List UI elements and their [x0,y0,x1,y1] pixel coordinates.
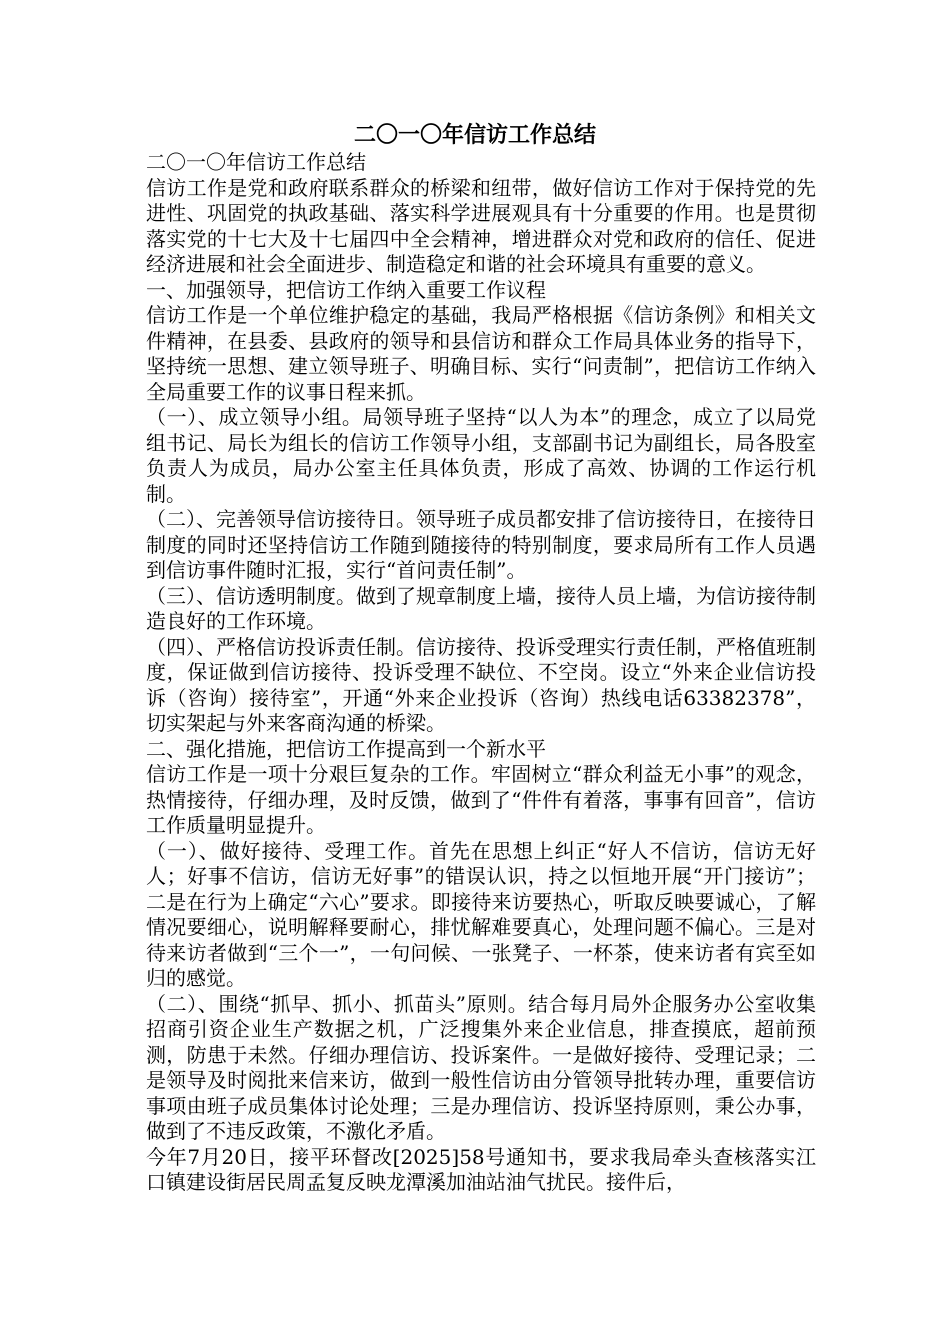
subtitle-line: 二〇一〇年信访工作总结 [146,150,366,174]
section-2-item-1: （一）、做好接待、受理工作。首先在思想上纠正“好人不信访，信访无好人；好事不信访，信访无好事”的错误认识，持之以恒地开展“开门接访”；二是在行为上确定“六心”要求。即接待来访要热心，听取反映要诚心，了解情况要细心，说明解释要耐心，排忧解难要真心，处理问题不偏心。三是对待来访者做到“三个一”，一句问候、一张凳子、一杯茶，使来访者有宾至如归的感觉。 [146,838,816,990]
section-heading-2: 二、强化措施，把信访工作提高到一个新水平 [146,736,546,761]
section-2-paragraph: 信访工作是一项十分艰巨复杂的工作。牢固树立“群众利益无小事”的观念，热情接待，仔细办理，及时反馈，做到了“件件有着落，事事有回音”，信访工作质量明显提升。 [146,762,816,837]
section-1-item-1: （一）、成立领导小组。局领导班子坚持“以人为本”的理念，成立了以局党组书记、局长为组长的信访工作领导小组，支部副书记为副组长，局各股室负责人为成员，局办公室主任具体负责，形成了高效、协调的工作运行机制。 [146,405,816,506]
intro-paragraph: 信访工作是党和政府联系群众的桥梁和纽带，做好信访工作对于保持党的先进性、巩固党的执政基础、落实科学进展观具有十分重要的作用。也是贯彻落实党的十七大及十七届四中全会精神，增进群众对党和政府的信任、促进经济进展和社会全面进步、制造稳定和谐的社会环境具有重要的意义。 [146,175,816,276]
case-paragraph: 今年7月20日，接平环督改[2025]58号通知书，要求我局牵头查核落实江口镇建设街居民周孟复反映龙潭溪加油站油气扰民。接件后， [146,1144,816,1194]
section-1-item-2: （二）、完善领导信访接待日。领导班子成员都安排了信访接待日，在接待日制度的同时还坚持信访工作随到随接待的特别制度，要求局所有工作人员遇到信访事件随时汇报，实行“首问责任制”。 [146,507,816,582]
document-body [146,150,816,1196]
section-heading-1: 一、加强领导，把信访工作纳入重要工作议程 [146,277,546,302]
section-2-item-2: （二）、围绕“抓早、抓小、抓苗头”原则。结合每月局外企服务办公室收集招商引资企业生产数据之机，广泛搜集外来企业信息，排查摸底，超前预测，防患于未然。仔细办理信访、投诉案件。一是做好接待、受理记录；二是领导及时阅批来信来访，做到一般性信访由分管领导批转办理，重要信访事项由班子成员集体讨论处理；三是办理信访、投诉坚持原则，秉公办事，做到了不违反政策，不激化矛盾。 [146,991,816,1143]
document-title: 二〇一〇年信访工作总结 [353,123,596,148]
section-1-paragraph: 信访工作是一个单位维护稳定的基础，我局严格根据《信访条例》和相关文件精神，在县委、县政府的领导和县信访和群众工作局具体业务的指导下，坚持统一思想、建立领导班子、明确目标、实行“问责制”，把信访工作纳入全局重要工作的议事日程来抓。 [146,303,816,404]
section-1-item-4: （四）、严格信访投诉责任制。信访接待、投诉受理实行责任制，严格值班制度，保证做到信访接待、投诉受理不缺位、不空岗。设立“外来企业信访投诉（咨询）接待室”，开通“外来企业投诉（咨询）热线电话63382378”，切实架起与外来客商沟通的桥梁。 [146,634,816,735]
section-1-item-3: （三）、信访透明制度。做到了规章制度上墙，接待人员上墙，为信访接待制造良好的工作环境。 [146,583,816,633]
